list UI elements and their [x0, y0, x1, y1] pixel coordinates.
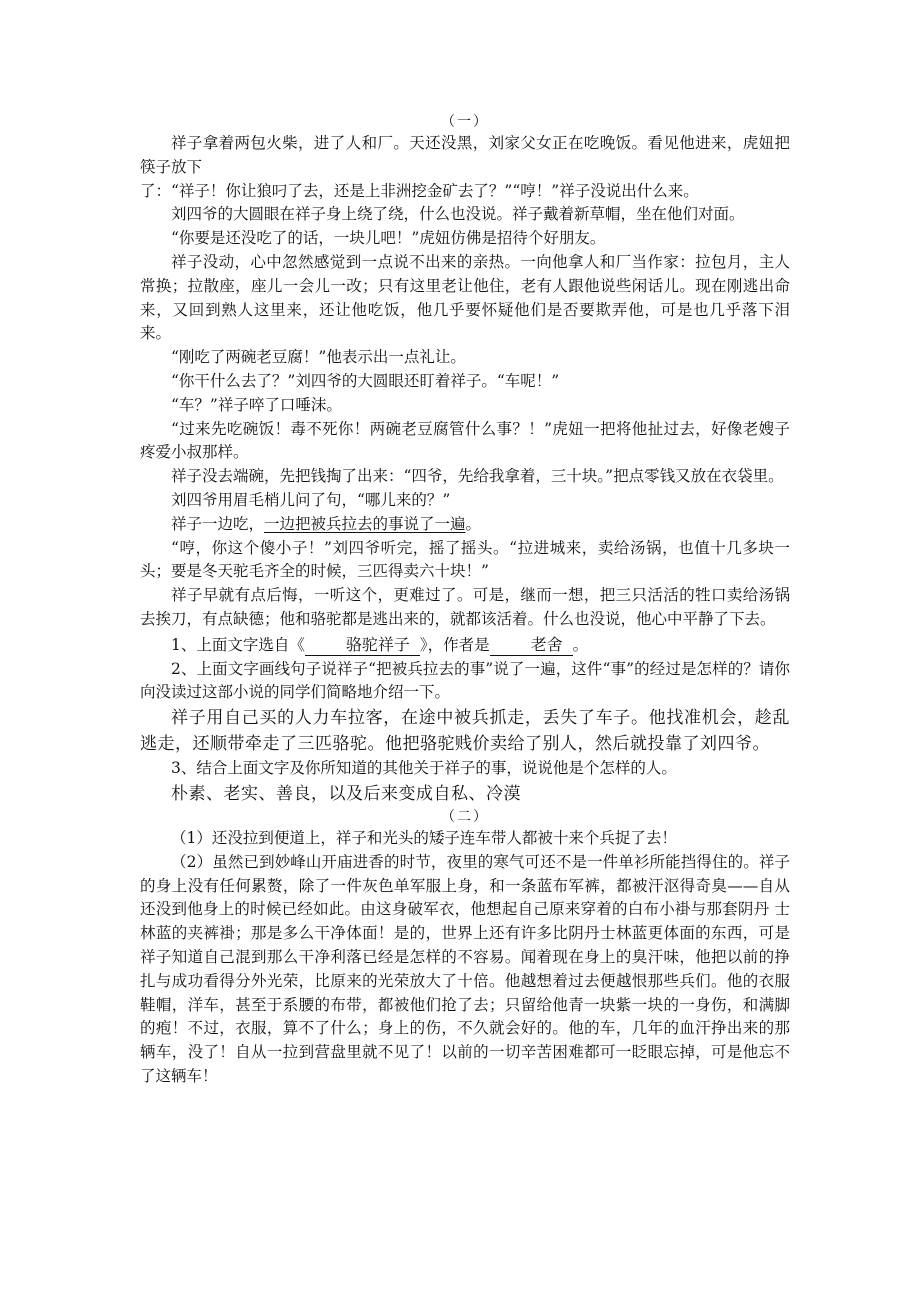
- paragraph: “你干什么去了？”刘四爷的大圆眼还盯着祥子。“车呢！”: [171, 371, 560, 390]
- sentence-end: 。: [465, 514, 482, 533]
- document-page: [140, 112, 790, 1089]
- paragraph: 刘四爷用眉毛梢儿问了句，“哪儿来的？”: [171, 490, 451, 509]
- paragraph: “刚吃了两碗老豆腐！”他表示出一点礼让。: [171, 348, 466, 367]
- paragraph: “过来先吃碗饭！毒不死你！两碗老豆腐管什么事？！”虎妞一把将他扯过去，好像老嫂子疼爱小叔那样。: [140, 419, 790, 462]
- question-3: 3、结合上面文字及你所知道的其他关于祥子的事，说说他是个怎样的人。: [171, 759, 677, 778]
- answer-author: 老舍: [490, 635, 573, 656]
- paragraph: （2）虽然已到妙峰山开庙进香的时节，夜里的寒气可还不是一件单衫所能挡得住的。祥子的身上没有任何累赘，除了一件灰色单军服上身，和一条蓝布军裤，都被汗沤得奇臭——自从还没到他身上的时候已经如此。由这身破军衣，他想起自己原来穿着的白布小褂与那套阴丹 士林蓝的夹裤褂；那是多么干净体面！是的，世界上还有许多比阴丹士林蓝更体面的东西，可是祥子知道自己混到那么干净利落已经是怎样的不容易。闻着现在身上的臭汗味，他把以前的挣扎与成功看得分外光荣，比原来的光荣放大了十倍。他越想着过去便越恨那些兵们。他的衣服鞋帽，洋车，甚至于系腰的布带，都被他们抢了去；只留给他青一块紫一块的一身伤，和满脚的疱！不过，衣服，算不了什么；身上的伤，不久就会好的。他的车，几年的血汗挣出来的那辆车，没了！自从一拉到营盘里就不见了！以前的一切辛苦困难都可一眨眼忘掉，可是他忘不了这辆车！: [140, 852, 790, 1085]
- section-2-title: （二）: [441, 808, 489, 825]
- question-2: 2、上面文字画线句子说祥子“把被兵拉去的事”说了一遍，这件“事”的经过是怎样的？请你向没读过这部小说的同学们简略地介绍一下。: [140, 659, 790, 702]
- paragraph: 祥子没动，心中忽然感觉到一点说不出来的亲热。一向他拿人和厂当作家：拉包月，主人常换；拉散座，座儿一会儿一改；只有这里老让他住，老有人跟他说些闲话儿。现在刚逃出命来，又回到熟人这里来，还让他吃饭，他几乎要怀疑他们是否要欺弄他，可是也几乎落下泪来。: [140, 252, 790, 343]
- answer-2: 祥子用自己买的人力车拉客，在途中被兵抓走，丢失了车子。他找准机会，趁乱逃走，还顺带牵走了三匹骆驼。他把骆驼贱价卖给了别人，然后就投靠了刘四爷。: [140, 708, 790, 755]
- question-1-end: 。: [572, 635, 589, 654]
- answer-book-title: 骆驼祥子: [305, 635, 420, 656]
- question-1: [140, 634, 790, 658]
- underlined-sentence: 一边把被兵拉去的事说了一遍: [264, 514, 466, 533]
- paragraph: “哼，你这个傻小子！”刘四爷听完，摇了摇头。“拉进城来，卖给汤锅，也值十几多块一头；要是冬天驼毛齐全的时候，三匹得卖六十块！”: [140, 538, 790, 581]
- question-1-mid: 》，作者是: [419, 635, 490, 654]
- section-1-title: （一）: [441, 114, 489, 130]
- question-1-lead: 1、上面文字选自《: [171, 635, 305, 654]
- paragraph: （1）还没拉到便道上，祥子和光头的矮子连车带人都被十来个兵捉了去！: [171, 828, 677, 847]
- paragraph: 祥子没去端碗，先把钱掏了出来：“四爷，先给我拿着，三十块。”把点零钱又放在衣袋里。: [171, 467, 784, 486]
- paragraph: 祥子早就有点后悔，一听这个，更难过了。可是，继而一想，把三只活活的牲口卖给汤锅去挨刀，有点缺德；他和骆驼都是逃出来的，就都该活着。什么也没说，他心中平静了下去。: [140, 586, 790, 628]
- sentence-lead: 祥子一边吃，: [171, 514, 265, 533]
- paragraph: “车？”祥子啐了口唾沫。: [171, 395, 342, 414]
- answer-3: 朴素、老实、善良，以及后来变成自私、冷漠: [171, 783, 521, 804]
- paragraph: “你要是还没吃了的话，一块儿吧！”虎妞仿佛是招待个好朋友。: [171, 229, 606, 248]
- underlined-sentence-paragraph: [140, 513, 790, 537]
- paragraph: 了：“祥子！你让狼叼了去，还是上非洲挖金矿去了？”“哼！”祥子没说出什么来。: [140, 181, 699, 200]
- paragraph: 祥子拿着两包火柴，进了人和厂。天还没黑，刘家父女正在吃晚饭。看见他进来，虎妞把筷子放下: [140, 134, 790, 176]
- paragraph: 刘四爷的大圆眼在祥子身上绕了绕，什么也没说。祥子戴着新草帽，坐在他们对面。: [171, 205, 745, 224]
